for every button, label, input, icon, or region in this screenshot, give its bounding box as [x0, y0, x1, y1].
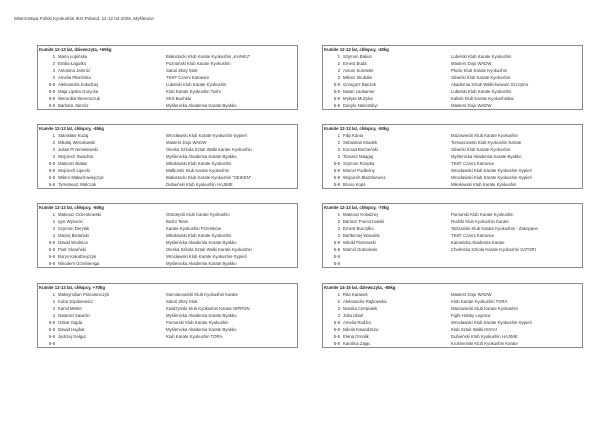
club-name: Masters Dojo WADW	[451, 292, 492, 297]
club-name: Chełmska Szkoła Karate Kyokushin SATORI	[451, 247, 536, 252]
result-row	[38, 102, 297, 109]
place-label: 5-8	[333, 175, 340, 180]
club-name: Białostocki Klub Karate Kyokushin "SEIKEN"	[166, 175, 252, 180]
place-label: 1	[337, 212, 340, 217]
result-row	[323, 160, 582, 167]
place-label: 5-8	[333, 89, 340, 94]
club-name: Krośnieński Klub Kyokushin Karate	[451, 341, 518, 346]
place-label: 3	[52, 154, 55, 159]
place-label: 5-8	[333, 320, 340, 325]
category-heading: Kumite 12-13 lat, chłopcy, -70kg	[324, 205, 389, 210]
competitor-name: Wojciech Błaszkiewicz	[343, 175, 386, 180]
club-name: Wrocławski Klub Karate Kyokushin-Sypień	[451, 168, 532, 173]
category-box	[37, 124, 298, 189]
place-label: 3	[52, 68, 55, 73]
result-row	[323, 74, 582, 81]
competitor-name: Weronika Weremczuk	[58, 96, 100, 101]
club-name: Rudzki Klub Kyokushin Karate	[451, 219, 509, 224]
place-label: 5-8	[333, 240, 340, 245]
category-heading: Kumite 12-13 lat, dziewczyta, +60kg	[39, 47, 112, 52]
place-label: 5-8	[48, 103, 55, 108]
place-label: 5-8	[333, 247, 340, 252]
competitor-name: Maria Łupińska	[58, 54, 88, 59]
competitor-name: Piotr Słowiński	[58, 247, 86, 252]
result-row	[38, 253, 297, 260]
competitor-name: Kuba Szpilarewicz	[58, 299, 94, 304]
club-name: SKS Bushido	[166, 96, 192, 101]
result-row	[323, 132, 582, 139]
category-box	[37, 45, 298, 110]
place-label: 5-8	[48, 254, 55, 259]
competitor-name: Ernest Buczyłko	[343, 226, 374, 231]
result-row	[38, 81, 297, 88]
result-row	[323, 218, 582, 225]
competitor-name: Dawid Wodnica	[58, 240, 88, 245]
place-label: 1	[52, 292, 55, 297]
competitor-name: Bartosz Pomorzowski	[343, 219, 385, 224]
competitor-name: Wiktor Małachowiejczyk	[58, 175, 104, 180]
result-row	[38, 146, 297, 153]
competitor-name: Jędrzej Gełgut	[58, 334, 86, 339]
place-label: 3	[52, 226, 55, 231]
place-label: 5-8	[48, 247, 55, 252]
result-row	[323, 319, 582, 326]
competitor-name: Danylo Navrotskyi	[343, 103, 378, 108]
result-row	[323, 81, 582, 88]
competitor-name: Monika Cierpiałek	[343, 306, 378, 311]
competitor-name: Julia Ubań	[343, 313, 364, 318]
place-label: 3	[52, 75, 55, 80]
competitor-name: Julian Przemielewski	[58, 147, 98, 152]
result-row	[38, 174, 297, 181]
place-label: 1	[337, 133, 340, 138]
result-row	[38, 139, 297, 146]
category-heading: Kumite 12-13 lat, chłopcy, -60kg	[39, 205, 104, 210]
competitor-name: Szymon Rzepka	[343, 161, 375, 166]
competitor-name: Marcel Grabowski	[343, 247, 378, 252]
result-row	[38, 225, 297, 232]
club-name: Gliwicki Klub Karate Kyokushin	[451, 75, 511, 80]
club-name: Malborski Klub Karate Kyokushin	[166, 168, 230, 173]
club-name: Myślenicka Akademia Karate Byakko	[451, 154, 522, 159]
club-name: Dubieński Klub Kyokushin HAJIME	[166, 182, 233, 187]
result-row	[38, 211, 297, 218]
club-name: Wrocławski Klub Karate Kyokushin-Sypień	[451, 175, 532, 180]
result-row	[38, 67, 297, 74]
club-name: Masters Dojo WADW	[451, 61, 492, 66]
club-name: Kwidzyński Klub Kyokushin Karate NIPPON	[166, 306, 250, 311]
place-label: 5-8	[333, 341, 340, 346]
club-name: Oleska Szkoła Sztuk Walki Karate Kyokushin	[166, 247, 252, 252]
result-row	[38, 167, 297, 174]
competitor-name: Szymon Derylak	[58, 226, 90, 231]
competitor-name: Aleksandra Kołodziej	[58, 82, 99, 87]
place-label: 5-8	[333, 161, 340, 166]
club-name: Satori Złoty Stok	[166, 299, 198, 304]
result-row	[323, 67, 582, 74]
club-name: Klub Karate Kyokushin Toshi	[166, 89, 221, 94]
club-name: Wrocławski Klub Karate Kyokushin-Sypień	[166, 133, 247, 138]
club-name: Dubieński Klub Kyokushin HAJIME	[451, 334, 518, 339]
club-name: Tatrzański Klub Karate Kyokushin - Zakopane	[451, 226, 538, 231]
club-name: Klub Karate Kyokushin TORA	[451, 299, 508, 304]
place-label: 5-8	[48, 175, 55, 180]
club-name: Masters Dojo WADW	[166, 140, 207, 145]
club-name: Wrocławski Klub Karate Kyokushin-Sypień	[166, 254, 247, 259]
result-row	[323, 60, 582, 67]
club-name: Pomorski Klub Karate Kyokushin	[166, 320, 229, 325]
club-name: Satori Złoty Stok	[166, 68, 198, 73]
competitor-name: Borys Kołodziejczyk	[58, 254, 97, 259]
competitor-name: Konrad Bocheński	[343, 147, 378, 152]
club-name: Gliwicki Klub Karate Kyokushin	[451, 147, 511, 152]
club-name: Białostocki Klub Karate Kyokushin „KANKU”	[166, 54, 251, 59]
place-label: 3	[337, 226, 340, 231]
place-label: 5-8	[48, 320, 55, 325]
competitor-name: Rita Karasek	[343, 292, 368, 297]
result-row	[323, 102, 582, 109]
competitor-name: Maciej Bielański	[58, 233, 89, 238]
result-row	[323, 260, 582, 267]
result-row	[38, 95, 297, 102]
result-row	[38, 305, 297, 312]
club-name: Myślenicka Akademia Karate Byakko	[166, 103, 237, 108]
result-row	[323, 53, 582, 60]
competitor-name: Wojciech Swachta	[58, 154, 94, 159]
competitor-name: Maja Lipska Gorycka	[58, 89, 99, 94]
club-name: Tomaszowski Klub Kyokushin Karate	[451, 140, 522, 145]
place-label: 1	[52, 54, 55, 59]
competitor-name: Nikola Kwandzkiro	[343, 327, 379, 332]
club-name: Oleska Szkoła Sztuk Walki Karate Kyokushin	[166, 147, 252, 152]
competitor-name: Emilia Łagutko	[58, 61, 87, 66]
result-row	[38, 291, 297, 298]
result-row	[38, 333, 297, 340]
club-name: Ostrołęcki Klub Karate Kyokushin	[166, 212, 230, 217]
place-label: 3	[52, 306, 55, 311]
place-label: 3	[337, 313, 340, 318]
result-row	[323, 232, 582, 239]
competitor-name: Barbara Jamróz	[58, 103, 89, 108]
place-label: 2	[337, 140, 340, 145]
place-label: 1	[52, 133, 55, 138]
competitor-name: Kamil Mettel	[58, 306, 82, 311]
place-label: 5-8	[48, 261, 55, 266]
result-row	[38, 160, 297, 167]
category-heading: Kumite 12-13 lat, chłopcy, -50kg	[324, 126, 389, 131]
category-box	[37, 203, 298, 268]
result-row	[38, 153, 297, 160]
result-row	[323, 174, 582, 181]
competitor-name: Antonina Jamróz	[58, 68, 91, 73]
result-row	[323, 181, 582, 188]
competitor-name: Witold Piotrowski	[343, 240, 376, 245]
club-name: Siemianowicki Klub Kyokushin Karate	[166, 292, 238, 297]
result-row	[323, 253, 582, 260]
club-name: Mazowiecki Klub Karate Kyokushin	[451, 133, 518, 138]
competitor-name: Mateusz Białas	[58, 161, 88, 166]
club-name: Akademia Sztuk Walki-Nowum Szczytno	[451, 82, 529, 87]
club-name: Mikołowski Klub Karate Kyokushin	[451, 182, 517, 187]
place-label: 5-8	[48, 82, 55, 87]
category-heading: Kumite 12-13 lat, chłopcy, -40kg	[324, 47, 389, 52]
competitor-name: Wojciech Łipecki	[58, 168, 90, 173]
category-box	[322, 124, 583, 189]
result-row	[323, 88, 582, 95]
category-box	[322, 283, 583, 348]
place-label: 5-8	[48, 89, 55, 94]
result-row	[38, 239, 297, 246]
category-box	[322, 45, 583, 110]
place-label: 5-8	[333, 327, 340, 332]
club-name: Lubelski Klub Karate Kyokushin	[451, 54, 512, 59]
competitor-name: Marcel Podleśny	[343, 168, 375, 173]
club-name: Klub Sztuk Walki IKIGAI	[451, 327, 497, 332]
place-label: 2	[337, 219, 340, 224]
result-row	[38, 298, 297, 305]
place-label: 3	[52, 313, 55, 318]
club-name: Myślenicka Akademia Karate Byakko	[166, 240, 237, 245]
result-row	[38, 181, 297, 188]
place-label: 2	[52, 61, 55, 66]
place-label: 5-8	[48, 161, 55, 166]
result-row	[38, 88, 297, 95]
result-row	[323, 167, 582, 174]
place-label: 5-8	[333, 82, 340, 87]
result-row	[38, 232, 297, 239]
competitor-name: Oskar Gajda	[58, 320, 83, 325]
competitor-name: Maksymilian Pracowniczyk	[58, 292, 110, 297]
club-name: Płocki Klub Karate Kyokushin	[451, 68, 508, 73]
result-row	[323, 298, 582, 305]
place-label: 3	[337, 147, 340, 152]
place-label: 5-8	[333, 261, 340, 266]
result-row	[323, 312, 582, 319]
competitor-name: Nataniel Sawicki	[58, 313, 90, 318]
club-name: Mazowiecki Klub Karate Kyokushin	[451, 306, 518, 311]
competitor-name: Mikołaj Wesołowski	[58, 140, 96, 145]
place-label: 1	[337, 54, 340, 59]
place-label: 3	[337, 68, 340, 73]
result-row	[38, 53, 297, 60]
place-label: 5-8	[48, 334, 55, 339]
place-label: 3	[337, 75, 340, 80]
result-row	[38, 218, 297, 225]
place-label: 5-8	[333, 96, 340, 101]
club-name: Myślenicka Akademia Karate Byakko	[166, 261, 237, 266]
club-name: Mikołowski Klub Karate Kyokushin	[166, 161, 232, 166]
competitor-name: Amelia Płazińska	[58, 75, 91, 80]
competitor-name: Tomasz Maągaj	[343, 154, 374, 159]
result-row	[323, 95, 582, 102]
category-heading: Kumite 12-13 lat, chłopcy, +70kg	[39, 285, 105, 290]
competitor-name: Mykyta Muzyka	[343, 96, 373, 101]
category-box	[322, 203, 583, 268]
result-row	[323, 211, 582, 218]
place-label: 5-8	[333, 182, 340, 187]
place-label: 5-8	[48, 168, 55, 173]
competitor-name: Karolina Zając	[343, 341, 371, 346]
competitor-name: Miłosz Skubała	[343, 75, 372, 80]
result-row	[38, 260, 297, 267]
result-row	[323, 153, 582, 160]
result-row	[38, 74, 297, 81]
result-row	[323, 246, 582, 253]
place-label: 1	[52, 212, 55, 217]
category-heading: Kumite 14-15 lat, dziewczyta, -50kg	[324, 285, 396, 290]
competitor-name: Nikodem Grzebieniga	[58, 261, 100, 266]
competitor-name: Bartłomiej Wasolek	[343, 233, 380, 238]
competitor-name: Filip Kania	[343, 133, 364, 138]
club-name: Fight Hobby Legnica	[451, 313, 491, 318]
place-label: 1	[337, 292, 340, 297]
competitor-name: Sebastian Miodek	[343, 140, 378, 145]
club-name: TKKF Czarni Katowice	[451, 161, 495, 166]
result-row	[38, 340, 297, 347]
result-row	[323, 139, 582, 146]
competitor-name: Natan Lankamer	[343, 89, 375, 94]
category-box	[37, 283, 298, 348]
club-name: Klub Karate Kyokushin TORA	[166, 334, 223, 339]
result-row	[38, 326, 297, 333]
competitor-name: Bruno Kopś	[343, 182, 366, 187]
place-label: 3	[337, 154, 340, 159]
competitor-name: Elena Ornalik	[343, 334, 369, 339]
club-name: Masters Dojo WADW	[451, 103, 492, 108]
competitor-name: Ernest Buda	[343, 61, 367, 66]
club-name: Poznański Klub Karate Kyokushin	[166, 61, 231, 66]
result-row	[323, 326, 582, 333]
club-name: Katowicka Akademia Karate	[451, 240, 505, 245]
result-row	[38, 60, 297, 67]
competitor-name: Tymoteusz Walczak	[58, 182, 97, 187]
place-label: 3	[52, 147, 55, 152]
place-label: 3	[337, 233, 340, 238]
result-row	[323, 291, 582, 298]
place-label: 5-8	[333, 334, 340, 339]
club-name: TKKF Czarni Katowice	[166, 75, 210, 80]
place-label: 5-8	[333, 168, 340, 173]
result-row	[323, 225, 582, 232]
place-label: 5-8	[48, 341, 55, 346]
place-label: 2	[52, 299, 55, 304]
club-name: Lubelski Klub Karate Kyokushin	[451, 89, 512, 94]
place-label: 2	[337, 61, 340, 66]
place-label: 5-8	[48, 327, 55, 332]
document-title: Mistrzostwa Polski Kyokushin IKO Poland, 11-12.04.2026, Myślenice	[14, 16, 154, 21]
competitor-name: Amelia Radzio	[343, 320, 371, 325]
club-name: Myślenicka Akademia Karate Byakko	[166, 327, 237, 332]
result-row	[38, 319, 297, 326]
competitor-name: Igor Wysocki	[58, 219, 83, 224]
place-label: 2	[52, 219, 55, 224]
club-name: Kaliski Klub Karate Kyokushinkai	[451, 96, 514, 101]
competitor-name: Mateusz Ochenkowski	[58, 212, 101, 217]
competitor-name: Dawid Hajduk	[58, 327, 85, 332]
place-label: 5-8	[333, 254, 340, 259]
club-name: Bushi Team	[166, 219, 189, 224]
competitor-name: Aleksandra Rajkowska	[343, 299, 387, 304]
competitor-name: Grzegorz Bączek	[343, 82, 376, 87]
place-label: 3	[52, 233, 55, 238]
club-name: Karate Kyokushin Przemków	[166, 226, 221, 231]
category-heading: Kumite 12-13 lat, chłopcy, -45kg	[39, 126, 104, 131]
club-name: Myślenicka Akademia Karate Byakko	[166, 154, 237, 159]
club-name: Lubelski Klub Karate Kyokushin	[166, 82, 227, 87]
club-name: Pomorski Klub Karate Kyokushin	[451, 212, 514, 217]
result-row	[38, 132, 297, 139]
result-row	[38, 246, 297, 253]
place-label: 5-8	[48, 240, 55, 245]
result-row	[323, 340, 582, 347]
competitor-name: Stanisław Kuzaj	[58, 133, 89, 138]
competitor-name: Mateusz Kołodziej	[343, 212, 378, 217]
club-name: Mikołowski Klub Karate Kyokushin	[166, 233, 232, 238]
place-label: 5-8	[48, 96, 55, 101]
place-label: 5-8	[333, 103, 340, 108]
place-label: 2	[337, 299, 340, 304]
result-row	[323, 305, 582, 312]
result-row	[323, 333, 582, 340]
club-name: Wrocławski Klub Karate Kyokushin-Sypień	[451, 320, 532, 325]
result-row	[38, 312, 297, 319]
competitor-name: Szymon Bakun	[343, 54, 372, 59]
result-row	[323, 146, 582, 153]
club-name: TKKF Czarni Katowice	[451, 233, 495, 238]
place-label: 3	[337, 306, 340, 311]
place-label: 2	[52, 140, 55, 145]
result-row	[323, 239, 582, 246]
club-name: Myślenicka Akademia Karate Byakko	[166, 313, 237, 318]
competitor-name: Antoni Sulewski	[343, 68, 374, 73]
place-label: 5-8	[48, 182, 55, 187]
